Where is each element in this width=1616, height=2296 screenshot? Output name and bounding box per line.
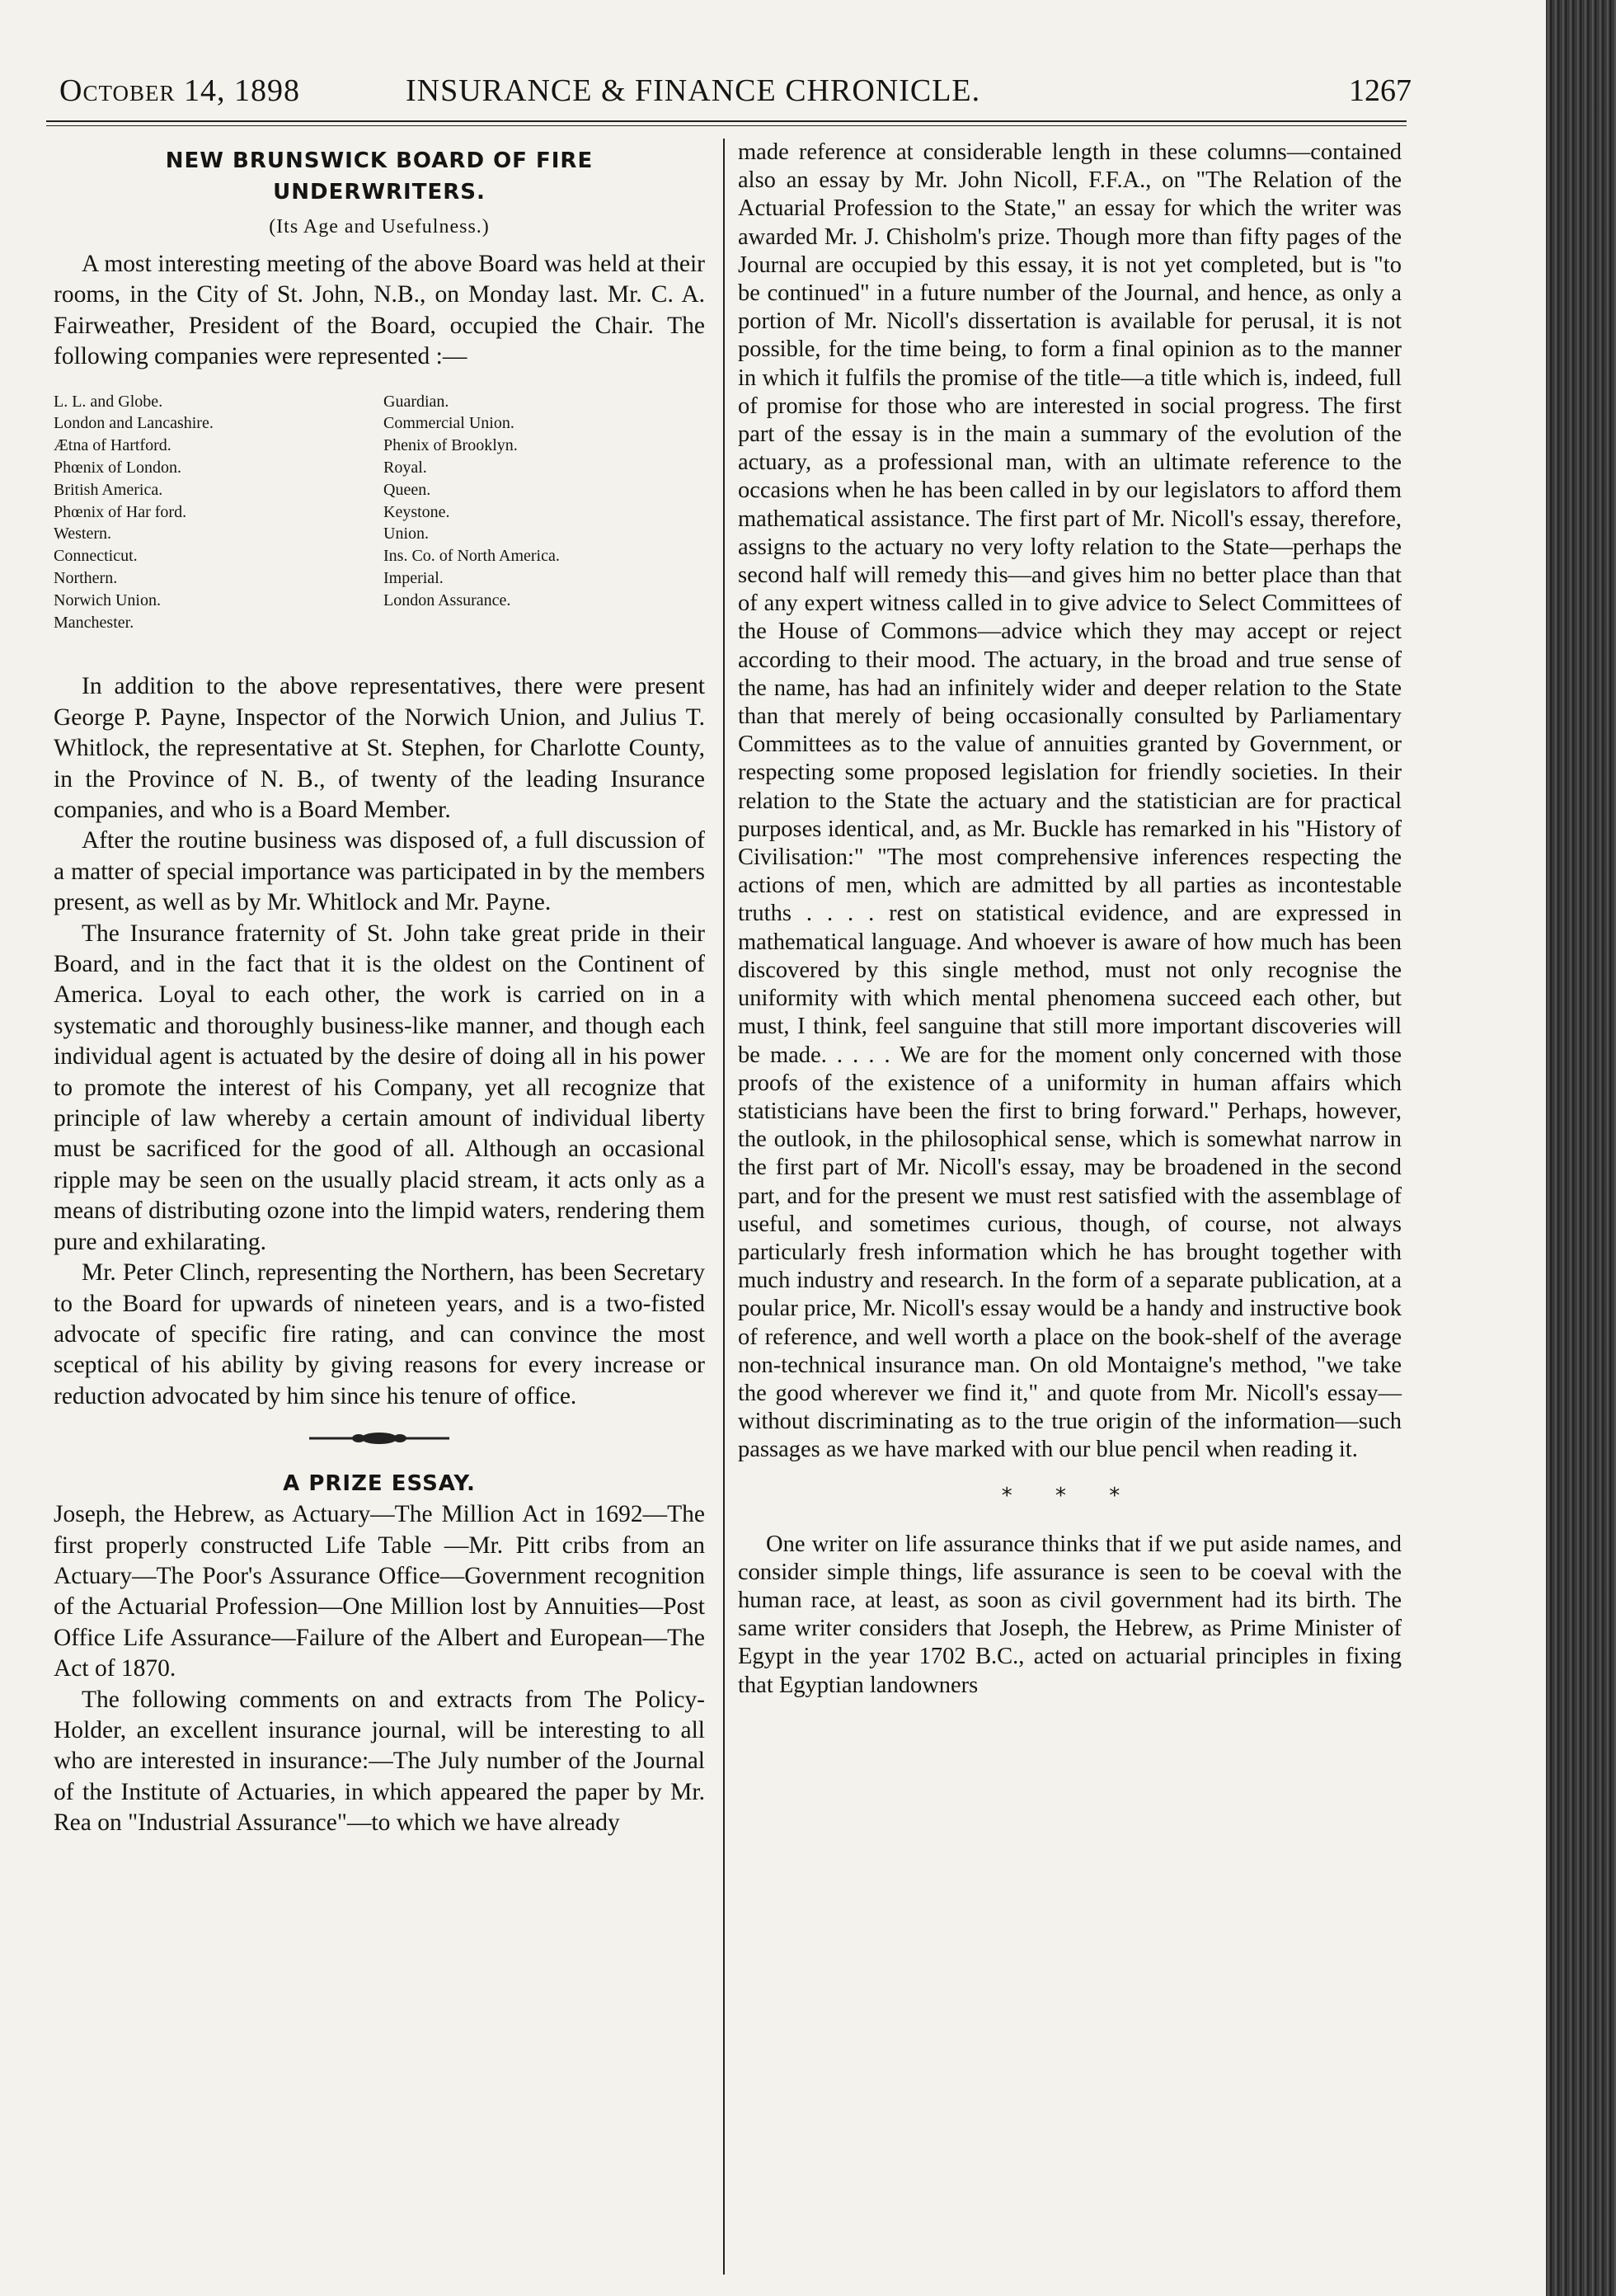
column-divider [723,139,725,2275]
company-name: Union. [383,525,429,543]
right-column [738,139,1402,1700]
page-number: 1267 [1349,73,1412,108]
company-name: Norwich Union. [54,590,161,609]
article-headline [54,145,705,208]
company-name: Connecticut. [54,547,138,566]
article-paragraph: The Insurance fraternity of St. John take great pride in their Board, and in the fact that it is the oldest on the Continent of America. Loyal to each other, the work is carried on in a systematic and thoroughly business-like manner, and though each individual agent is actuated by the desire of doing all in his power to promote the interest of his Company, yet all recognize that principle of law whereby a certain amount of individual liberty must be sacrificed for the good of all. Although an occasional ripple may be seen on the usually placid stream, it acts only as a means of distributing ozone into the limpid waters, rendering them pure and exhilarating. [54,920,705,1255]
company-name: Northern. [54,569,118,587]
company-name: Western. [54,525,112,543]
headline-line-2: UNDERWRITERS. [273,180,486,205]
article-paragraph: The following comments on and extracts from The Policy-Holder, an excellent insurance journal, will be interesting to all who are interested in insurance:—The July number of the Journal of the Institute of Actuaries, in which appeared the paper by Mr. Rea on "Industrial Assurance"—to which we have already [54,1686,705,1837]
header-rule [46,120,1407,122]
page-edge [1546,0,1616,2296]
header-date: October 14, 1898 [59,73,300,108]
company-name: British America. [54,480,163,499]
article-paragraph: In addition to the above representatives, there were present George P. Payne, Inspector of the Norwich Union, and Julius T. Whitlock, the representative at St. Stephen, for Charlotte County, in the Province of N. B., of twenty of the leading Insurance companies, and who is a Board Member. [54,673,705,824]
company-name: Manchester. [54,613,134,632]
company-list [54,391,705,634]
company-list-column-b [383,391,705,634]
company-name: L. L. and Globe. [54,392,163,411]
company-name: Phœnix of Har ford. [54,502,187,521]
left-column [54,139,705,1839]
company-name: Royal. [383,459,427,478]
company-name: Phœnix of London. [54,459,181,478]
company-name: Commercial Union. [383,414,514,433]
article-paragraph: After the routine business was disposed of, a full discussion of a matter of special importance was participated in by the members present, as well as by Mr. Whitlock and Mr. Payne. [54,827,705,916]
company-name: London and Lancashire. [54,414,214,433]
article-paragraph: One writer on life assurance thinks that if we put aside names, and consider simple things, life assurance is seen to be coeval with the human race, at least, as soon as civil government had its birth. The same writer considers that Joseph, the Hebrew, as Prime Minister of Egypt in the year 1702 B.C., acted on actuarial principles in fixing that Egyptian landowners [738,1531,1402,1698]
section-break-stars: * * * [1001,1483,1139,1508]
header-rule-thin [46,125,1407,126]
headline-line-1: NEW BRUNSWICK BOARD OF FIRE [165,148,594,173]
page-header [59,68,1412,114]
company-name: Ins. Co. of North America. [383,547,560,566]
company-list-column-a [54,391,383,634]
header-title: INSURANCE & FINANCE CHRONICLE. [406,73,981,108]
company-name: Ætna of Hartford. [54,436,171,455]
company-name: Queen. [383,480,431,499]
article-intro: A most interesting meeting of the above Board was held at their rooms, in the City of St. John, N.B., on Monday last. Mr. C. A. Fairweather, President of the Board, occupied the Chair. The following companies were represented :— [54,251,705,370]
prize-essay-headline: A PRIZE ESSAY. [283,1471,476,1497]
article-paragraph: Mr. Peter Clinch, representing the Northern, has been Secretary to the Board for upwards of nineteen years, and is a two-fisted advocate of specific fire rating, and can convince the most sceptical of his ability by giving reasons for every increase or reduction advocated by him since his tenure of office. [54,1259,705,1409]
section-ornament [309,1430,449,1447]
essay-summary: Joseph, the Hebrew, as Actuary—The Million Act in 1692—The first properly constructed Life Table —Mr. Pitt cribs from an Actuary—The Poor's Assurance Office—Government recognition of the Actuarial Profession—One Million lost by Annuities—Post Office Life Assurance—Failure of the Albert and European—The Act of 1870. [54,1501,705,1682]
company-name: London Assurance. [383,590,511,609]
company-name: Imperial. [383,569,444,587]
company-name: Phenix of Brooklyn. [383,436,518,455]
company-name: Guardian. [383,392,449,411]
article-paragraph: made reference at considerable length in these columns—contained also an essay by Mr. John Nicoll, F.F.A., on "The Relation of the Actuarial Profession to the State," an essay for which the writer was awarded Mr. J. Chisholm's prize. Though more than fifty pages of the Journal are occupied by this essay, it is not yet completed, but is "to be continued" in a future number of the Journal, and hence, as only a portion of Mr. Nicoll's dissertation is available for perusal, it is not possible, for the time being, to form a final opinion as to the manner in which it fulfils the promise of the title—a title which is, indeed, full of promise for those who are interested in social progress. The first part of the essay is in the main a summary of the evolution of the actuary, as a professional man, with an ultimate reference to the occasions when he has been called in by our legislators to afford them mathematical assistance. The first part of Mr. Nicoll's essay, therefore, assigns to the actuary no very lofty relation to the State—perhaps the second half will remedy this—and gives him no better place than that of any expert witness called in to give advice to Select Committees of the House of Commons—advice which they may accept or reject according to their mood. The actuary, in the broad and true sense of the name, has had an infinitely wider and deeper relation to the State than that merely of being occasionally consulted by Parliamentary Committees as to the value of annuities granted by Government, or respecting some proposed legislation for friendly societies. In their relation to the State the actuary and the statistician are for practical purposes identical, and, as Mr. Buckle has remarked in his "History of Civilisation:" "The most comprehensive inferences respecting the actions of men, which are admitted by all parties as incontestable truths . . . . rest on statistical evidence, and are expressed in mathematical language. And whoever is aware of how much has been discovered by this single method, must not only recognise the uniformity with which mental phenomena succeed each other, but must, I think, feel sanguine that still more important discoveries will be made. . . . . We are for the moment only concerned with those proofs of the existence of a uniformity in human affairs which statisticians have been the first to bring forward." Perhaps, however, the outlook, in the philosophical sense, which is somewhat narrow in the first part of Mr. Nicoll's essay, may be broadened in the second part, and for the present we must rest satisfied with the assemblage of useful, and sometimes curious, though, of course, not always particularly fresh information which he has brought together with much industry and research. In the form of a separate publication, at a poular price, Mr. Nicoll's essay would be a handy and instructive book of reference, and well worth a place on the book-shelf of the average non-technical insurance man. On old Montaigne's method, "we take the good wherever we find it," and quote from Mr. Nicoll's essay—without discriminating as to the true origin of the information—such passages as we have marked with our blue pencil when reading it. [738,139,1402,1463]
article-subheading: (Its Age and Usefulness.) [269,216,490,238]
company-name: Keystone. [383,502,450,521]
